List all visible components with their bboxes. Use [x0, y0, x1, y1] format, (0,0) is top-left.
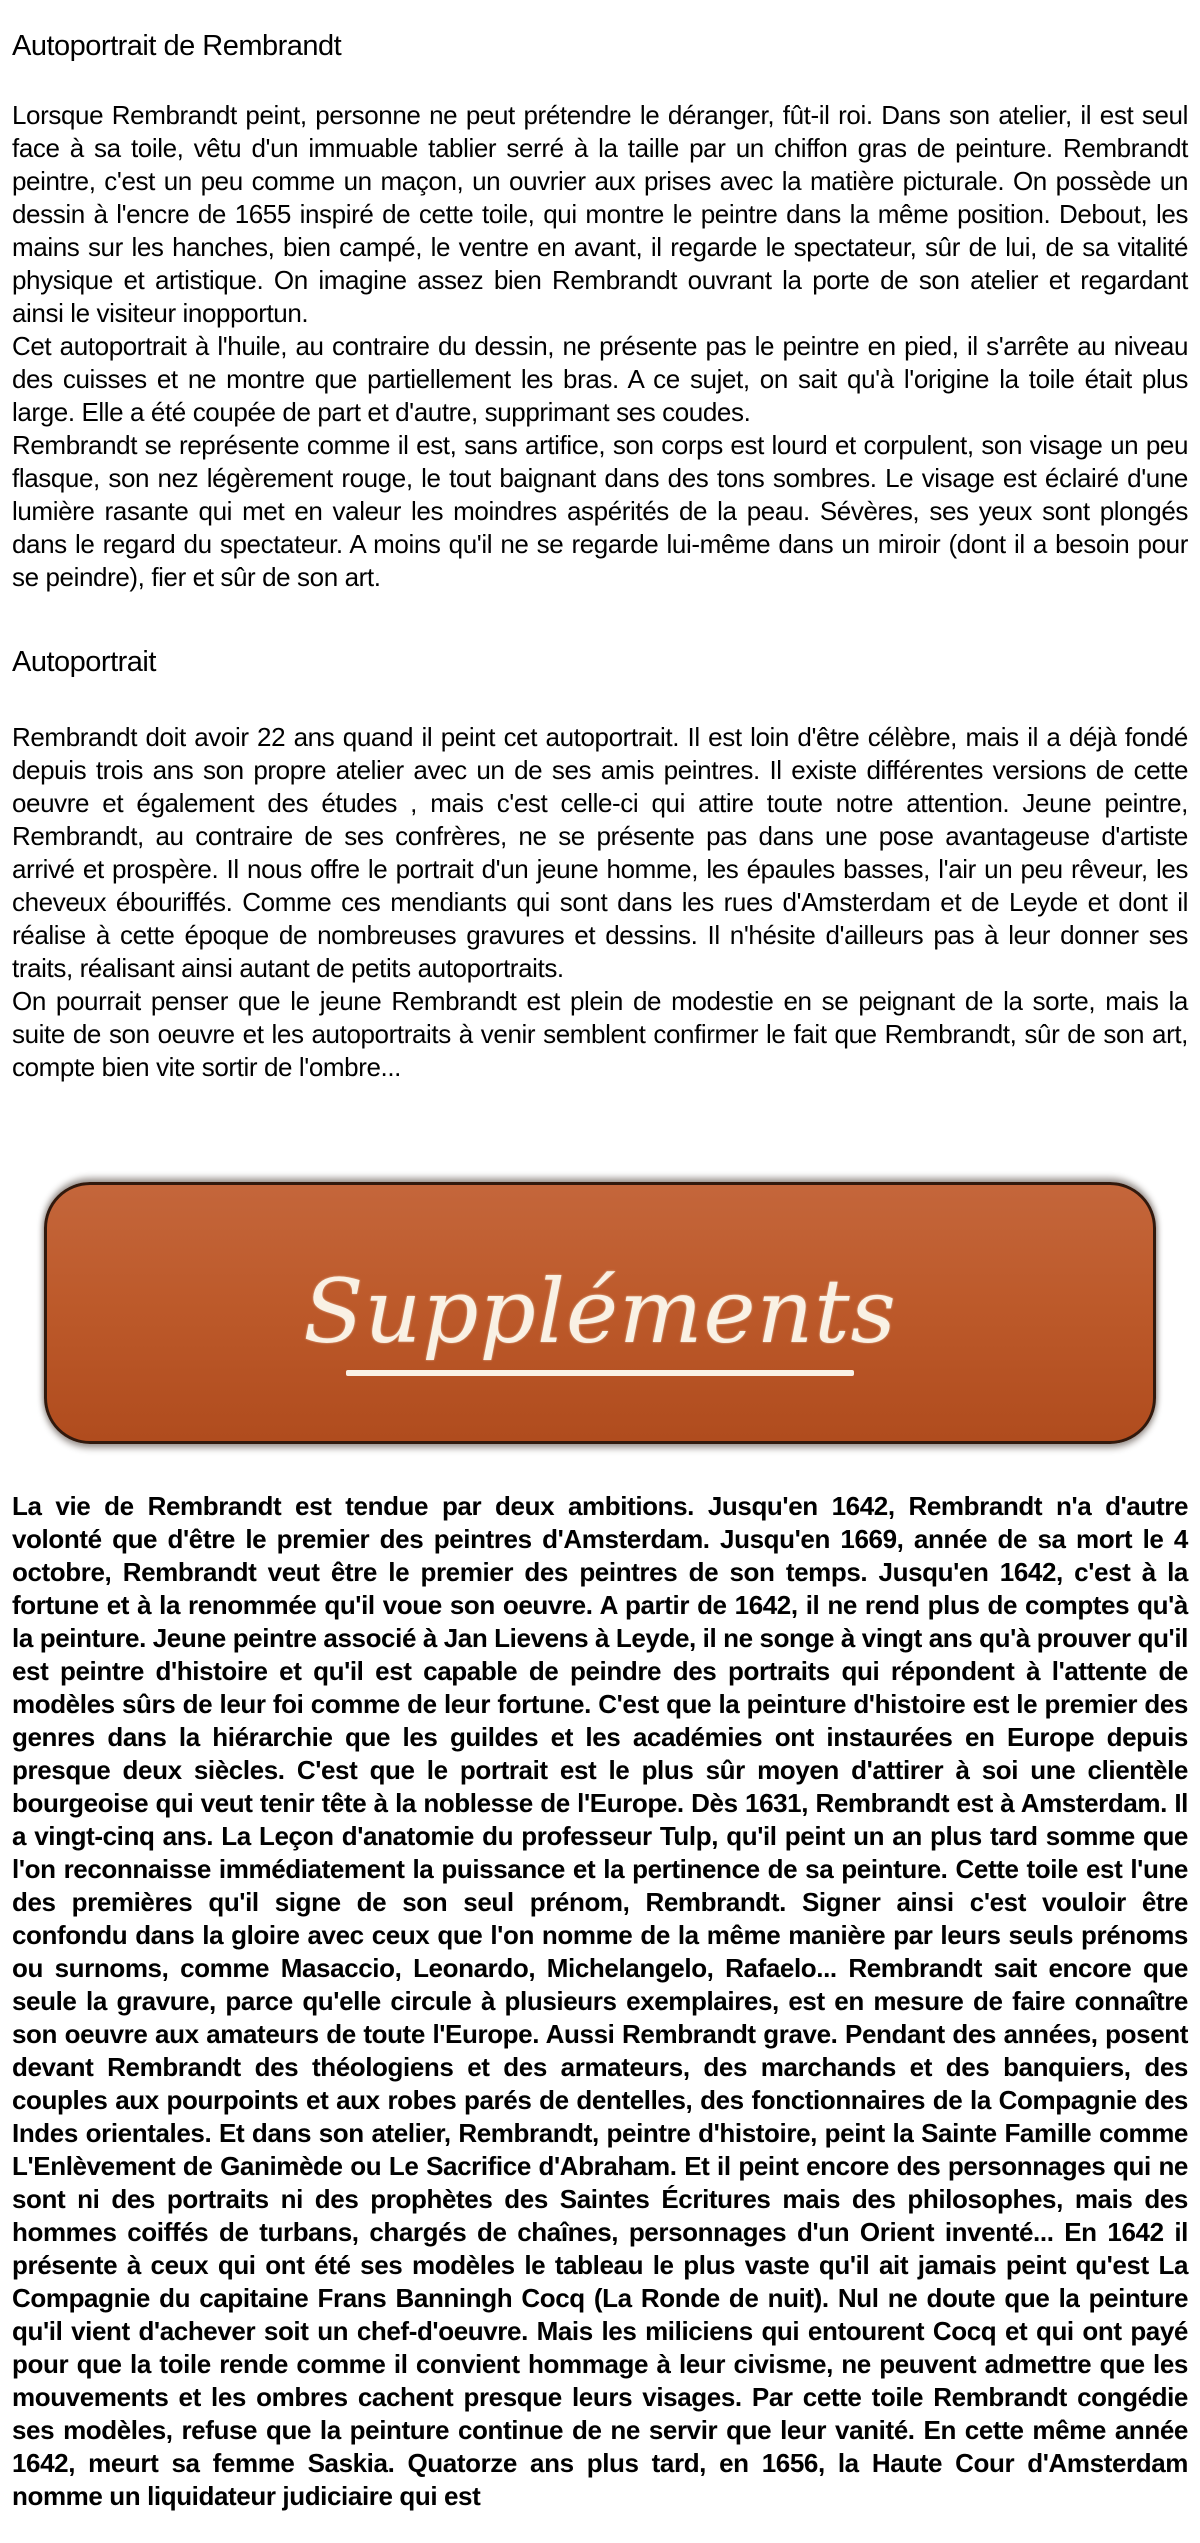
- section-title-autoportrait: Autoportrait: [12, 646, 156, 678]
- paragraph: Cet autoportrait à l'huile, au contraire du dessin, ne présente pas le peintre en pied, il s'arrête au niveau des cuisses et ne montre que partiellement les bras. A ce sujet, on sait qu'à l'origine la toile était plus large. Elle a été coupée de part et d'autre, supprimant ses coudes.: [12, 331, 1188, 427]
- supplements-button[interactable]: [44, 1182, 1156, 1444]
- supplements-underline-decoration: [346, 1370, 854, 1376]
- paragraph: Rembrandt doit avoir 22 ans quand il peint cet autoportrait. Il est loin d'être célèbre, mais il a déjà fondé depuis trois ans son propre atelier avec un de ses amis peintres. Il existe différentes versions de cette oeuvre et également des études , mais c'est celle-ci qui attire toute notre attention. Jeune peintre, Rembrandt, au contraire de ses confrères, ne se présente pas dans une pose avantageuse d'artiste arrivé et prospère. Il nous offre le portrait d'un jeune homme, les épaules basses, l'air un peu rêveur, les cheveux ébouriffés. Comme ces mendiants qui sont dans les rues d'Amsterdam et de Leyde et dont il réalise à cette époque de nombreuses gravures et dessins. Il n'hésite d'ailleurs pas à leur donner ses traits, réalisant ainsi autant de petits autoportraits.: [12, 722, 1188, 983]
- bold-biography-paragraph: La vie de Rembrandt est tendue par deux ambitions. Jusqu'en 1642, Rembrandt n'a d'autre volonté que d'être le premier des peintres d'Amsterdam. Jusqu'en 1669, année de sa mort le 4 octobre, Rembrandt veut être le premier des peintres de son temps. Jusqu'en 1642, c'est à la fortune et à la renommée qu'il voue son oeuvre. A partir de 1642, il ne rend plus de comptes qu'à la peinture. Jeune peintre associé à Jan Lievens à Leyde, il ne songe à vingt ans qu'à prouver qu'il est peintre d'histoire et qu'il est capable de peindre des portraits qui répondent à l'attente de modèles sûrs de leur foi comme de leur fortune. C'est que la peinture d'histoire est le premier des genres dans la hiérarchie que les guildes et les académies ont instaurées en Europe depuis presque deux siècles. C'est que le portrait est le plus sûr moyen d'attirer à soi une clientèle bourgeoise qui veut tenir tête à la noblesse de l'Europe. Dès 1631, Rembrandt est à Amsterdam. Il a vingt-cinq ans. La Leçon d'anatomie du professeur Tulp, qu'il peint un an plus tard somme que l'on reconnaisse immédiatement la puissance et la pertinence de sa peinture. Cette toile est l'une des premières qu'il signe de son seul prénom, Rembrandt. Signer ainsi c'est vouloir être confondu dans la gloire avec ceux que l'on nomme de la même manière par leurs seuls prénoms ou surnoms, comme Masaccio, Leonardo, Michelangelo, Rafaelo... Rembrandt sait encore que seule la gravure, parce qu'elle circule à plusieurs exemplaires, est en mesure de faire connaître son oeuvre aux amateurs de toute l'Europe. Aussi Rembrandt grave. Pendant des années, posent devant Rembrandt des théologiens et des armateurs, des marchands et des banquiers, des couples aux pourpoints et aux robes parés de dentelles, des fonctionnaires de la Compagnie des Indes orientales. Et dans son atelier, Rembrandt, peintre d'histoire, peint la Sainte Famille comme L'Enlèvement de Ganimède ou Le Sacrifice d'Abraham. Et il peint encore des personnages qui ne sont ni des portraits ni des prophètes des Saintes Écritures mais des philosophes, mais des hommes coiffés de turbans, chargés de chaînes, personnages d'un Orient inventé... En 1642 il présente à ceux qui ont été ses modèles le tableau le plus vaste qu'il ait jamais peint qu'est La Compagnie du capitaine Frans Banningh Cocq (La Ronde de nuit). Nul ne doute que la peinture qu'il vient d'achever soit un chef-d'oeuvre. Mais les miliciens qui entourent Cocq et qui ont payé pour que la toile rende comme il convient hommage à leur civisme, ne peuvent admettre que les mouvements et les ombres cachent presque leurs visages. Par cette toile Rembrandt congédie ses modèles, refuse que la peinture continue de ne servir que leur vanité. En cette même année 1642, meurt sa femme Saskia. Quatorze ans plus tard, en 1656, la Haute Cour d'Amsterdam nomme un liquidateur judiciaire qui est: [12, 1491, 1188, 2511]
- section-title-autoportrait-de-rembrandt: Autoportrait de Rembrandt: [12, 30, 342, 62]
- paragraph: Lorsque Rembrandt peint, personne ne peut prétendre le déranger, fût-il roi. Dans son atelier, il est seul face à sa toile, vêtu d'un immuable tablier serré à la taille par un chiffon gras de peinture. Rembrandt peintre, c'est un peu comme un maçon, un ouvrier aux prises avec la matière picturale. On possède un dessin à l'encre de 1655 inspiré de cette toile, qui montre le peintre dans la même position. Debout, les mains sur les hanches, bien campé, le ventre en avant, il regarde le spectateur, sûr de lui, de sa vitalité physique et artistique. On imagine assez bien Rembrandt ouvrant la porte de son atelier et regardant ainsi le visiteur inopportun.: [12, 100, 1188, 328]
- supplements-button-label: Suppléments: [303, 1260, 897, 1363]
- paragraph: On pourrait penser que le jeune Rembrandt est plein de modestie en se peignant de la sorte, mais la suite de son oeuvre et les autoportraits à venir semblent confirmer le fait que Rembrandt, sûr de son art, compte bien vite sortir de l'ombre...: [12, 986, 1188, 1082]
- paragraph: Rembrandt se représente comme il est, sans artifice, son corps est lourd et corpulent, son visage un peu flasque, son nez légèrement rouge, le tout baignant dans des tons sombres. Le visage est éclairé d'une lumière rasante qui met en valeur les moindres aspérités de la peau. Sévères, ses yeux sont plongés dans le regard du spectateur. A moins qu'il ne se regarde lui-même dans un miroir (dont il a besoin pour se peindre), fier et sûr de son art.: [12, 430, 1188, 592]
